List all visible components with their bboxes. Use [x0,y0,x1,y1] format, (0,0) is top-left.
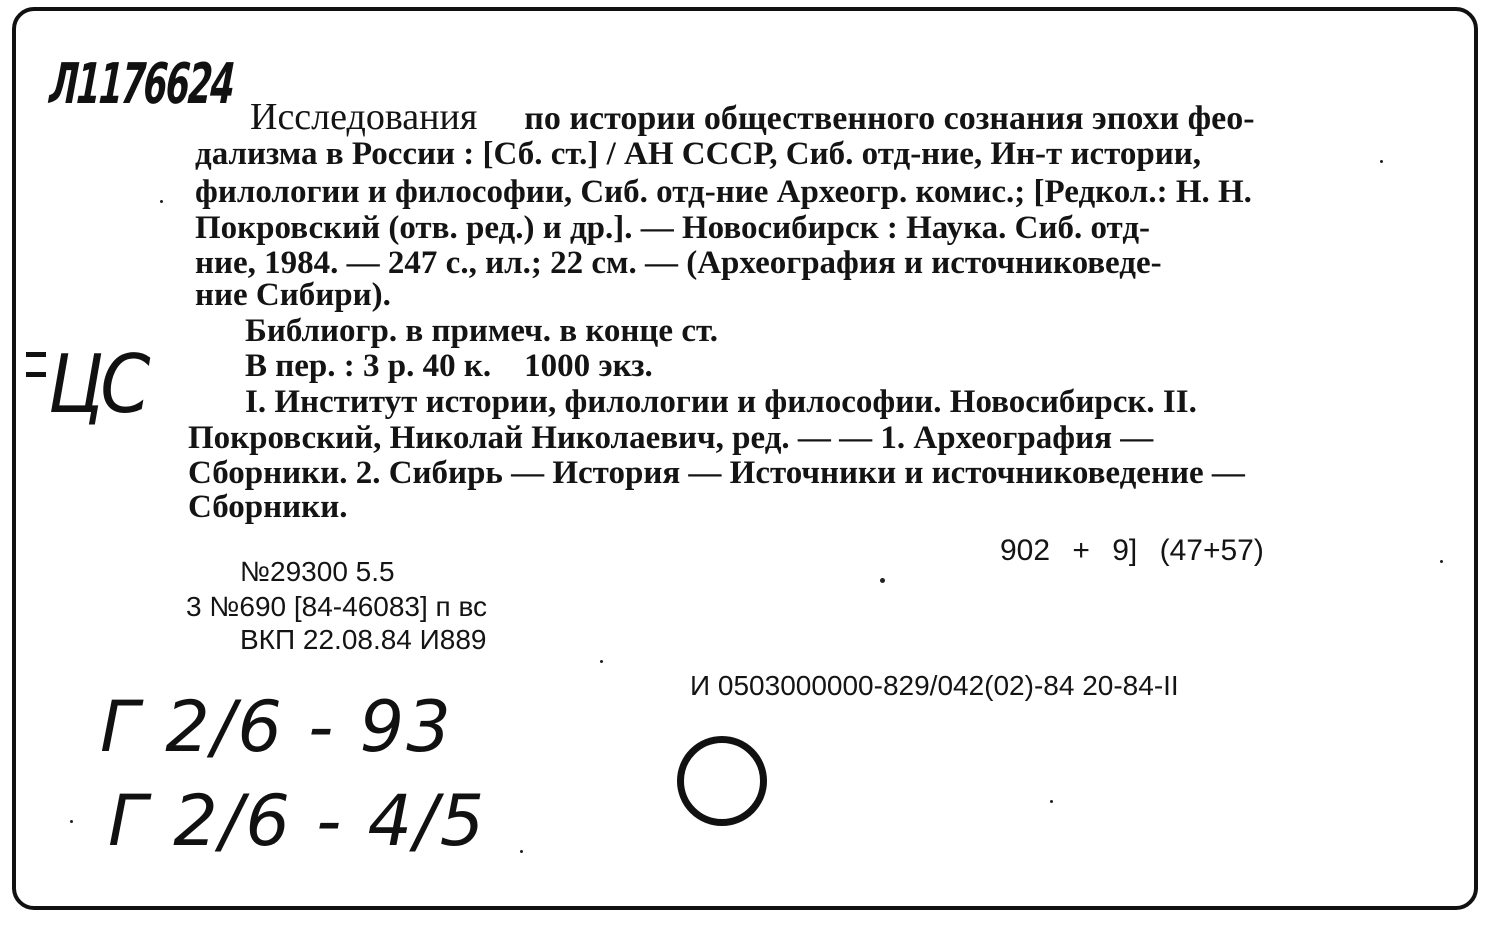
entry-line-4: Покровский (отв. ред.) и др.]. — Новосибирск : Наука. Сиб. отд- [195,210,1151,246]
bibliography-note: Библиогр. в примеч. в конце ст. [245,313,718,349]
tracing-line-4: Сборники. [188,489,348,525]
ink-speck [160,200,163,203]
ink-speck [1050,800,1053,803]
entry-line-5: ние, 1984. — 247 с., ил.; 22 см. — (Археография и источниковеде- [195,245,1162,281]
stamp-line-1: №29300 5.5 [240,556,395,587]
entry-line-6: ние Сибири). [195,277,391,313]
circle-mark [677,736,767,826]
handwritten-note-1: Г 2/6 - 93 [100,686,453,768]
tracing-line-2: Покровский, Николай Николаевич, ред. — — 1. Археография — [188,420,1154,456]
ink-speck [1380,160,1383,163]
entry-line-2: дализма в России : [Сб. ст.] / АН СССР, Сиб. отд-ние, Ин-т истории, [195,136,1202,172]
entry-line-1-rest: по истории общественного сознания эпохи фео- [524,100,1255,137]
tracing-line-3: Сборники. 2. Сибирь — История — Источники и источниковедение — [188,455,1245,491]
classification-index: 902 + 9] (47+57) [1000,534,1264,567]
stamp-line-3: ВКП 22.08.84 И889 [240,624,487,655]
ink-speck [600,660,603,663]
tracing-line-1: I. Институт истории, филологии и философии. Новосибирск. II. [245,384,1197,420]
entry-title: Исследования [250,96,478,138]
price-note: В пер. : 3 р. 40 к. 1000 экз. [245,348,653,384]
margin-tick [26,352,46,357]
ink-speck [1440,560,1443,563]
stamp-line-2: 3 №690 [84-46083] п вс [186,591,488,622]
ink-speck [880,578,885,583]
side-mark: ЦС [48,338,147,431]
entry-line-1 [250,98,1255,136]
code-line: И 0503000000-829/042(02)-84 20-84-II [690,670,1179,701]
ink-speck [70,820,73,823]
margin-tick [26,372,46,377]
inventory-number: Л1176624 [47,52,236,117]
ink-speck [520,850,523,853]
handwritten-note-2: Г 2/6 - 4/5 [108,780,487,862]
entry-line-3: филологии и философии, Сиб. отд-ние Археогр. комис.; [Редкол.: Н. Н. [195,174,1252,210]
